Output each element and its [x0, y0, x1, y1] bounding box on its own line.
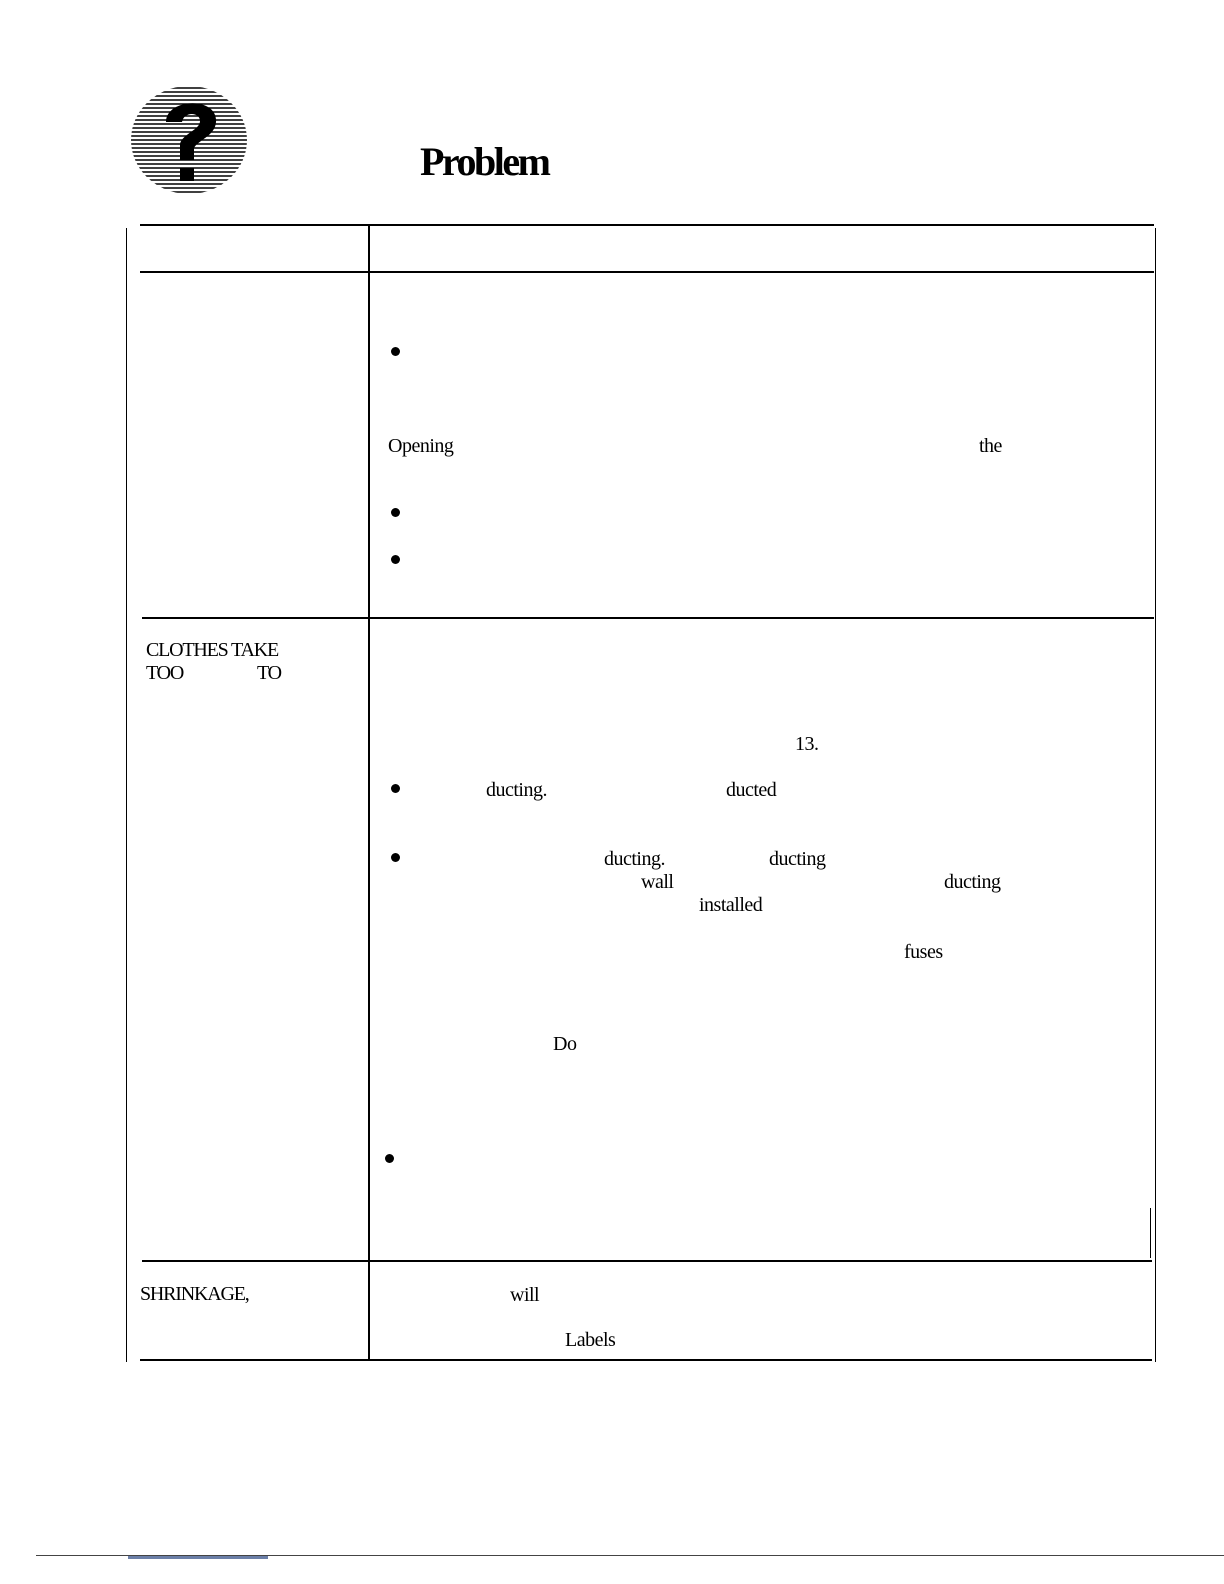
table-header-rule: [140, 271, 1154, 273]
row-divider-1: [142, 617, 1154, 619]
solution-text-ducting-2: ducting.: [604, 848, 665, 870]
solution-text-ducting-4: ducting: [944, 871, 1001, 893]
solution-page-ref: 13.: [795, 733, 819, 755]
bullet-dot: [391, 347, 400, 356]
bullet-dot: [391, 853, 400, 862]
solution-text-ducting-1: ducting.: [486, 779, 547, 801]
solution-text-fuses: fuses: [904, 941, 943, 963]
page-title: Problem: [420, 139, 549, 184]
problem-label-line-2a: TOO: [146, 662, 184, 684]
table-top-rule: [140, 224, 1154, 226]
bullet-dot: [385, 1154, 394, 1163]
bullet-dot: [391, 508, 400, 517]
solution-text-installed: installed: [699, 894, 763, 916]
column-divider: [368, 224, 370, 1361]
solution-text-the: the: [979, 435, 1002, 457]
solution-text-ducting-3: ducting: [769, 848, 826, 870]
solution-text-opening: Opening: [388, 435, 454, 457]
table-left-border: [126, 228, 127, 1362]
problem-label-shrinkage: SHRINKAGE,: [140, 1283, 249, 1305]
footer-accent-bar: [128, 1556, 268, 1559]
solution-text-will: will: [510, 1284, 540, 1306]
question-mark-logo-icon: [128, 84, 250, 196]
problem-label-line-2b: TO: [257, 662, 281, 684]
bullet-dot: [391, 555, 400, 564]
problem-label-line-1: CLOTHES TAKE: [146, 639, 278, 661]
solution-text-wall: wall: [641, 871, 674, 893]
bullet-dot: [391, 784, 400, 793]
solution-text-ducted: ducted: [726, 779, 777, 801]
table-bottom-rule: [140, 1359, 1152, 1361]
row2-right-tick: [1150, 1208, 1151, 1258]
solution-text-labels: Labels: [565, 1329, 616, 1351]
solution-text-do: Do: [553, 1033, 577, 1055]
row-divider-2: [142, 1260, 1152, 1262]
table-right-border: [1155, 228, 1156, 1362]
